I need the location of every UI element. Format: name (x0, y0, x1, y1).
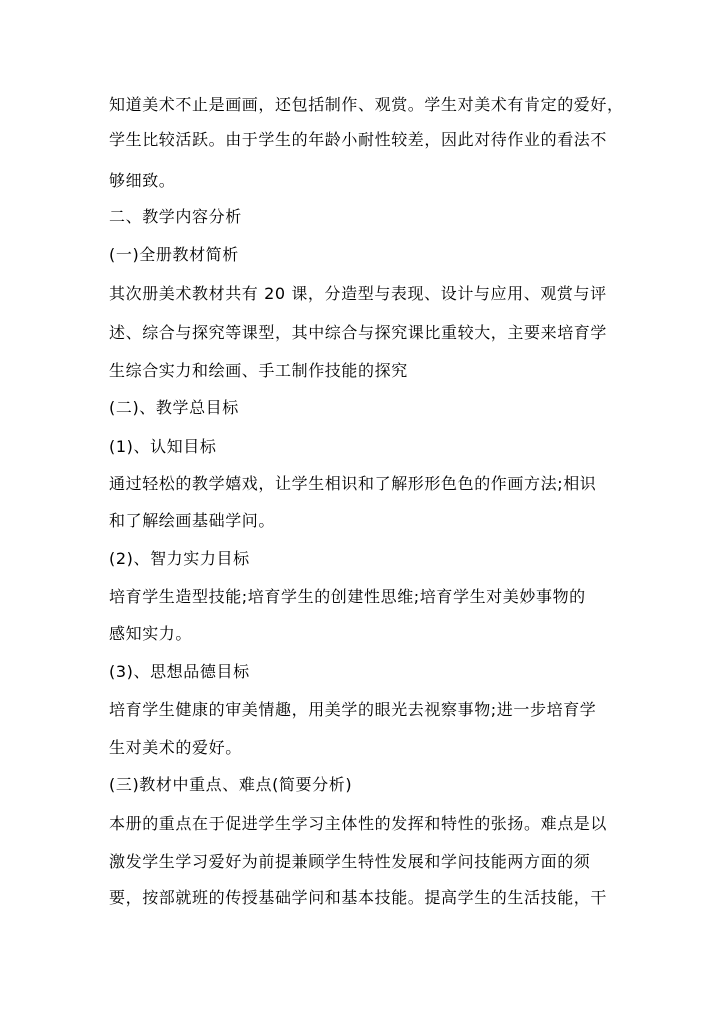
text-line: 学生比较活跃。由于学生的年龄小耐性较差，因此对待作业的看法不 (109, 130, 608, 149)
subsection-heading: (二)、教学总目标 (109, 398, 239, 417)
text-line: 知道美术不止是画画，还包括制作、观赏。学生对美术有肯定的爱好， (109, 95, 624, 114)
text-line: 培育学生健康的审美情趣，用美学的眼光去视察事物;进一步培育学 (109, 700, 597, 719)
text-line: 激发学生学习爱好为前提兼顾学生特性发展和学问技能两方面的须 (109, 852, 591, 871)
text-line: 其次册美术教材共有 20 课，分造型与表现、设计与应用、观赏与评 (109, 284, 607, 303)
text-line: 够细致。 (109, 171, 176, 190)
subsection-heading: (3)、思想品德目标 (109, 662, 250, 681)
text-line: 本册的重点在于促进学生学习主体性的发挥和特性的张扬。难点是以 (109, 814, 608, 833)
text-line: 和了解绘画基础学问。 (109, 511, 276, 530)
text-line: 要，按部就班的传授基础学问和基本技能。提高学生的生活技能，干 (109, 888, 608, 907)
subsection-heading: (2)、智力实力目标 (109, 549, 250, 568)
section-heading: 二、教学内容分析 (109, 207, 242, 226)
text-line: 培育学生造型技能;培育学生的创建性思维;培育学生对美妙事物的 (109, 587, 586, 606)
text-line: 生综合实力和绘画、手工制作技能的探究 (109, 361, 408, 380)
subsection-heading: (一)全册教材简析 (109, 245, 239, 264)
text-line: 述、综合与探究等课型，其中综合与探究课比重较大，主要来培育学 (109, 323, 608, 342)
text-line: 生对美术的爱好。 (109, 738, 242, 757)
subsection-heading: (1)、认知目标 (109, 437, 217, 456)
subsection-heading: (三)教材中重点、难点(简要分析) (109, 775, 353, 794)
text-line: 通过轻松的教学嬉戏，让学生相识和了解形形色色的作画方法;相识 (109, 474, 597, 493)
text-line: 感知实力。 (109, 624, 193, 643)
